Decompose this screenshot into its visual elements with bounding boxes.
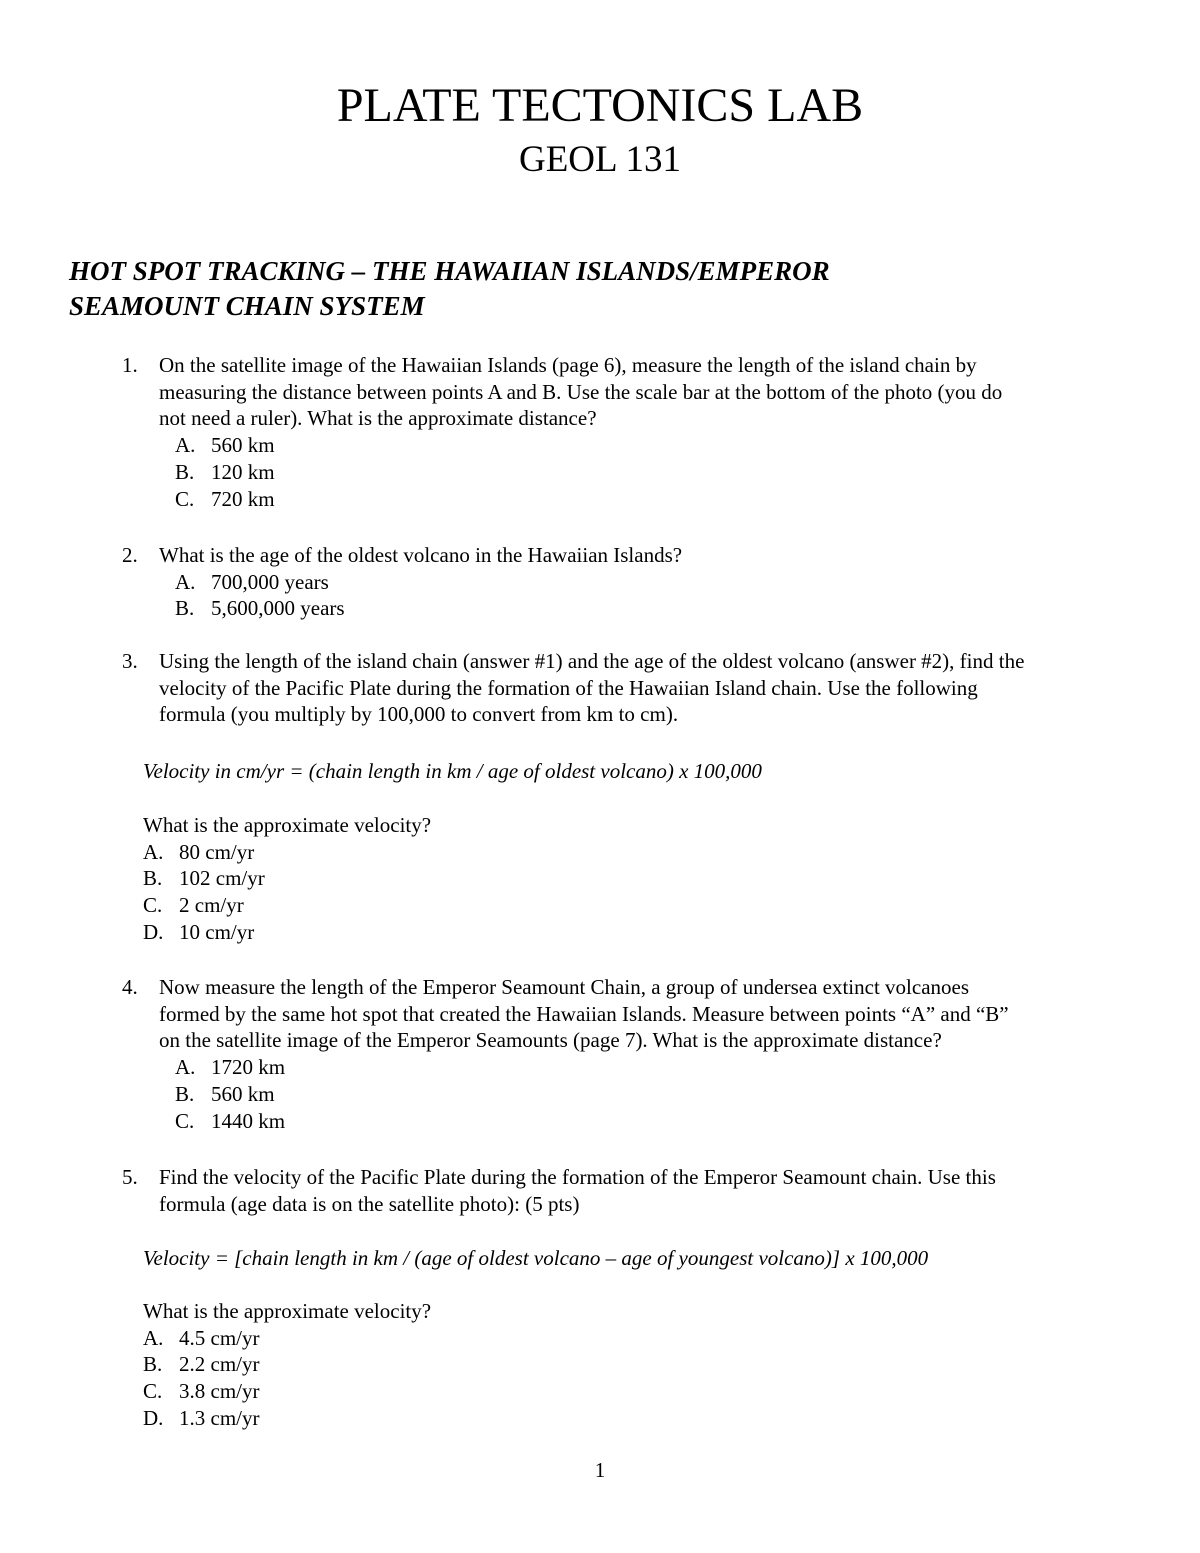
option-text: 4.5 cm/yr [179, 1325, 260, 1350]
question-text [159, 974, 1142, 1054]
option-letter: C. [175, 486, 195, 511]
page-title: PLATE TECTONICS LAB [336, 79, 864, 132]
option-text: 1440 km [211, 1108, 286, 1133]
answer-option[interactable] [175, 569, 1142, 596]
option-letter: B. [175, 596, 195, 621]
question-2 [122, 542, 1142, 622]
option-text: 120 km [211, 459, 275, 484]
question-3 [122, 648, 1142, 728]
question-line: measuring the distance between points A and B. Use the scale bar at the bottom of the photo (you do [159, 379, 1003, 404]
question-text [159, 648, 1142, 728]
answer-option[interactable] [175, 459, 1142, 486]
question-number: 1. [122, 353, 138, 377]
answer-option[interactable] [175, 486, 1142, 513]
answer-options [175, 1054, 1142, 1134]
question-line: formula (age data is on the satellite photo): (5 pts) [159, 1191, 580, 1216]
question-line: formula (you multiply by 100,000 to convert from km to cm). [159, 702, 679, 727]
answer-option[interactable] [143, 1325, 1043, 1352]
question-line: Find the velocity of the Pacific Plate during the formation of the Emperor Seamount chain. Use this [159, 1165, 996, 1189]
answer-option[interactable] [143, 1405, 1043, 1432]
answer-option[interactable] [175, 595, 1142, 622]
option-letter: A. [143, 839, 164, 864]
option-letter: A. [175, 569, 196, 594]
question-5 [122, 1164, 1142, 1217]
question-line: What is the age of the oldest volcano in the Hawaiian Islands? [159, 543, 683, 567]
answer-option[interactable] [143, 839, 1043, 866]
answer-option[interactable] [175, 1054, 1142, 1081]
option-letter: B. [175, 1081, 195, 1106]
answer-option[interactable] [143, 865, 1043, 892]
question-line: on the satellite image of the Emperor Seamounts (page 7). What is the approximate distance? [159, 1028, 942, 1053]
option-text: 720 km [211, 486, 275, 511]
answer-option[interactable] [143, 919, 1043, 946]
question-line: On the satellite image of the Hawaiian Islands (page 6), measure the length of the island chain by [159, 353, 977, 377]
answer-options [175, 569, 1142, 622]
question-number: 2. [122, 543, 138, 567]
question-prompt: What is the approximate velocity? [143, 1299, 432, 1323]
question-text [159, 1164, 1142, 1217]
option-letter: A. [175, 1055, 196, 1080]
answer-option[interactable] [175, 1108, 1142, 1135]
answer-option[interactable] [143, 1351, 1043, 1378]
option-letter: A. [143, 1325, 164, 1350]
page-number: 1 [594, 1458, 606, 1482]
option-text: 5,600,000 years [211, 596, 345, 621]
option-text: 2.2 cm/yr [179, 1352, 260, 1377]
question-line: not need a ruler). What is the approximate distance? [159, 406, 597, 431]
question-line: Using the length of the island chain (answer #1) and the age of the oldest volcano (answer #2), find the [159, 649, 1025, 673]
option-letter: C. [143, 1379, 163, 1404]
option-letter: C. [143, 893, 163, 918]
question-text [159, 542, 1142, 569]
option-text: 10 cm/yr [179, 919, 255, 944]
question-number: 3. [122, 649, 138, 673]
option-letter: C. [175, 1108, 195, 1133]
question-5-answers [143, 1298, 1043, 1432]
option-letter: B. [175, 459, 195, 484]
option-text: 3.8 cm/yr [179, 1379, 260, 1404]
option-text: 700,000 years [211, 569, 329, 594]
option-text: 80 cm/yr [179, 839, 255, 864]
option-letter: D. [143, 1405, 164, 1430]
answer-option[interactable] [175, 432, 1142, 459]
option-letter: D. [143, 919, 164, 944]
answer-option[interactable] [175, 1081, 1142, 1108]
option-text: 1720 km [211, 1055, 286, 1080]
question-1 [122, 352, 1142, 512]
option-text: 2 cm/yr [179, 893, 244, 918]
section-heading [69, 254, 1129, 324]
question-number: 5. [122, 1165, 138, 1189]
question-line: Now measure the length of the Emperor Seamount Chain, a group of undersea extinct volcanoes [159, 975, 970, 999]
velocity-formula: Velocity in cm/yr = (chain length in km / age of oldest volcano) x 100,000 [143, 759, 762, 783]
seamount-velocity-formula: Velocity = [chain length in km / (age of oldest volcano – age of youngest volcano)] x 100,000 [143, 1246, 929, 1270]
question-4 [122, 974, 1142, 1134]
option-letter: A. [175, 433, 196, 458]
option-text: 560 km [211, 1081, 275, 1106]
question-line: velocity of the Pacific Plate during the formation of the Hawaiian Island chain. Use the following [159, 675, 978, 700]
option-text: 102 cm/yr [179, 866, 265, 891]
question-prompt: What is the approximate velocity? [143, 813, 432, 837]
answer-option[interactable] [143, 892, 1043, 919]
option-text: 560 km [211, 433, 275, 458]
question-line: formed by the same hot spot that created the Hawaiian Islands. Measure between points “A” and “B” [159, 1001, 1009, 1026]
section-heading-line-1: HOT SPOT TRACKING – THE HAWAIIAN ISLANDS/EMPEROR [69, 256, 830, 286]
option-letter: B. [143, 866, 163, 891]
question-number: 4. [122, 975, 138, 999]
option-text: 1.3 cm/yr [179, 1405, 260, 1430]
section-heading-line-2: SEAMOUNT CHAIN SYSTEM [69, 291, 425, 321]
answer-options [175, 432, 1142, 512]
answer-option[interactable] [143, 1378, 1043, 1405]
course-code: GEOL 131 [518, 139, 682, 180]
question-text [159, 352, 1142, 432]
question-3-answers [143, 812, 1043, 946]
option-letter: B. [143, 1352, 163, 1377]
